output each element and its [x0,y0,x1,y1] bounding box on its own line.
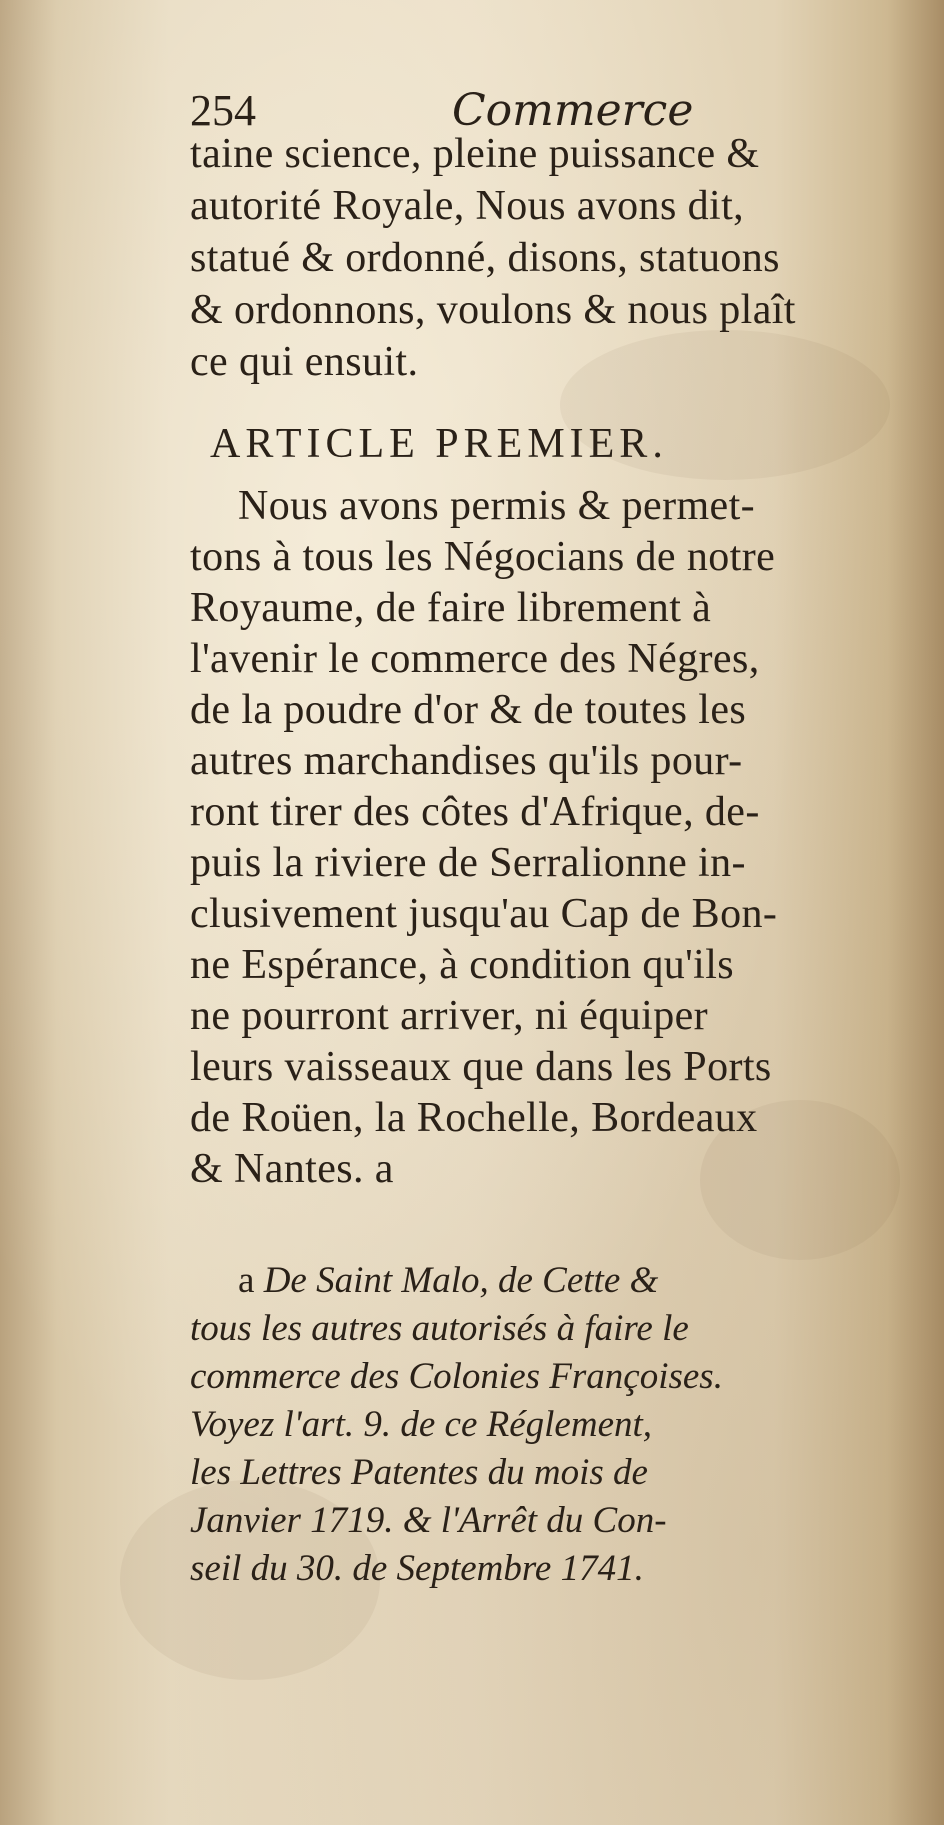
footnote-line [238,1258,658,1304]
article-heading: ARTICLE PREMIER. [210,421,668,467]
page-number: 254 [190,86,256,135]
footnote-line: Voyez l'art. 9. de ce Réglement, [190,1404,653,1445]
text-line: taine science, pleine puissance & [190,131,760,177]
footnote-line: tous les autres autorisés à faire le [190,1308,689,1349]
footnote-line: commerce des Colonies Françoises. [190,1356,723,1397]
text-line: ne Espérance, à condition qu'ils [190,942,735,988]
text-line: l'avenir le commerce des Négres, [190,636,760,682]
footnote-marker: a [238,1260,255,1301]
text-line: statué & ordonné, disons, statuons [190,235,780,281]
text-line: clusivement jusqu'au Cap de Bon- [190,891,778,937]
text-line: autorité Royale, Nous avons dit, [190,183,745,229]
text-line: Royaume, de faire librement à [190,585,712,631]
text-line: tons à tous les Négocians de notre [190,534,776,580]
text-line: & ordonnons, voulons & nous plaît [190,287,796,333]
footnote-line: Janvier 1719. & l'Arrêt du Con- [190,1500,667,1541]
text-line: puis la riviere de Serralionne in- [190,840,746,886]
footnote-text: De Saint Malo, de Cette & [263,1260,659,1301]
text-line: de la poudre d'or & de toutes les [190,687,747,733]
footnote-line: seil du 30. de Septembre 1741. [190,1548,644,1589]
text-line: ront tirer des côtes d'Afrique, de- [190,789,760,835]
text-line: & Nantes. a [190,1146,394,1192]
text-line: autres marchandises qu'ils pour- [190,738,743,784]
text-line: ne pourront arriver, ni équiper [190,993,709,1039]
running-title: Commerce [452,85,694,136]
text-line: de Roüen, la Rochelle, Bordeaux [190,1095,758,1141]
text-line: leurs vaisseaux que dans les Ports [190,1044,772,1090]
footnote-line: les Lettres Patentes du mois de [190,1452,648,1493]
text-line: Nous avons permis & permet- [238,483,756,529]
text-line: ce qui ensuit. [190,339,419,385]
